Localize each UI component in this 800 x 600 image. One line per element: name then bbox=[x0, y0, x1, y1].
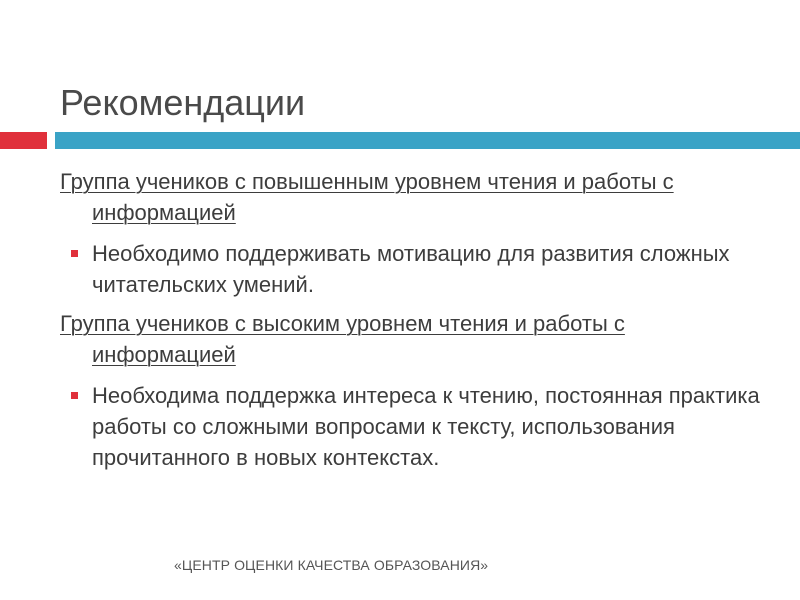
slide-title: Рекомендации bbox=[60, 82, 306, 123]
footer-organization: «ЦЕНТР ОЦЕНКИ КАЧЕСТВА ОБРАЗОВАНИЯ» bbox=[174, 557, 489, 573]
group-heading-high: Группа учеников с высоким уровнем чтения и работы с информацией bbox=[60, 311, 625, 367]
group-heading-advanced: Группа учеников с повышенным уровнем чтения и работы с информацией bbox=[60, 169, 674, 225]
bullet-text-high: Необходима поддержка интереса к чтению, постоянная практика работы со сложными вопросами к тексту, использования прочитанного в новых контекстах. bbox=[92, 383, 760, 470]
bullet-text-advanced: Необходимо поддерживать мотивацию для развития сложных читательских умений. bbox=[92, 241, 730, 297]
bullet-item-advanced bbox=[60, 238, 760, 300]
square-bullet-icon bbox=[71, 392, 78, 399]
accent-bar-blue bbox=[55, 132, 800, 149]
slide-content bbox=[60, 166, 760, 481]
accent-bar-red bbox=[0, 132, 47, 149]
square-bullet-icon bbox=[71, 250, 78, 257]
bullet-item-high bbox=[60, 380, 760, 473]
